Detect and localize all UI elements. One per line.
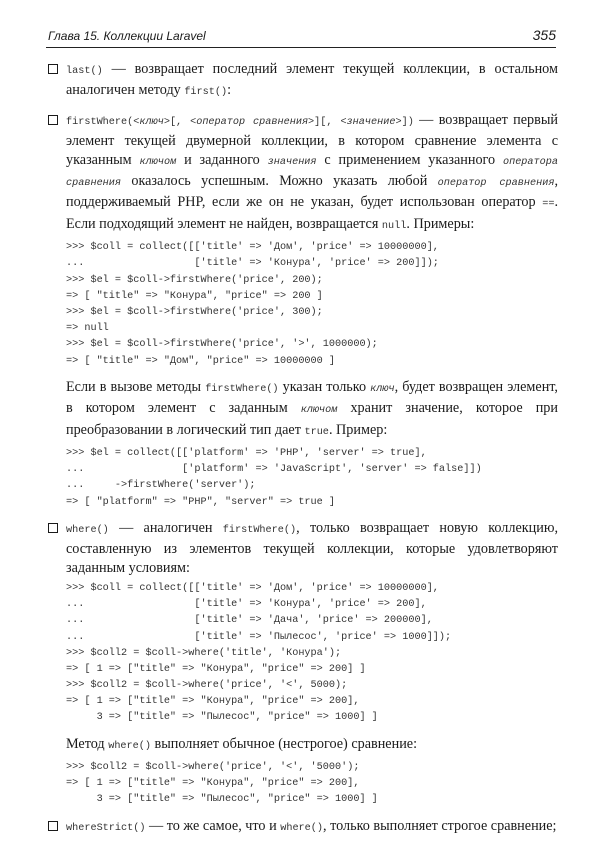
page-header [46,27,556,48]
code-param: <оператор сравнения> [190,116,315,128]
code-param: ключом [300,405,338,417]
code-line: => null [66,323,109,335]
code-inline: firstWhere() [205,383,279,395]
code-inline: whereStrict() [66,822,146,834]
text: . Если подходящий элемент не найден, возвращается [66,194,558,232]
text: . Примеры: [406,215,475,232]
code-line: ... ['title' => 'Пылесос', 'price' => 1000]]); [66,631,452,643]
code-param: <значение> [340,116,402,128]
text: с применением указанного [316,151,503,168]
code-line: => [ 1 => ["title" => "Конура", "price" => 200] ] [66,663,366,675]
code-line: => [ "title" => "Конура", "price" => 200 ] [66,290,323,302]
text: — аналогичен [108,519,223,536]
code-line: >>> $el = $coll->firstWhere('price', 300); [66,307,323,318]
text: — то же самое, что и [145,817,281,834]
text: , поддерживаемый PHP, если же он не указан, будет использован оператор [66,173,559,211]
page-content [46,60,558,846]
list-item-last [46,60,558,103]
paragraph [66,519,558,577]
text: оказалось успешным. Можно указать любой [121,173,438,190]
code-inline: ]) [401,116,414,128]
code-param: значения [267,156,317,168]
code-line: >>> $coll2 = $coll->where('price', '<', '5000'); [66,762,360,774]
text: . Пример: [328,421,388,438]
text: — возвращает первый элемент текущей двумерной коллекции, в котором сравнение элемента с указанным [66,111,558,168]
code-inline: true [304,426,329,438]
code-line: ... ['title' => 'Дача', 'price' => 200000], [66,615,433,627]
code-param: оператора сравнения [66,156,558,190]
text: хранит значение, которое при преобразовании в логический тип дает [66,400,558,438]
code-inline: null [381,220,407,232]
code-inline: [, [169,116,191,128]
code-inline: last() [66,66,103,77]
code-line: => [ "title" => "Дом", "price" => 10000000 ] [66,355,335,367]
text: выполняет обычное (нестрогое) сравнение: [151,735,418,752]
code-line: ... ['platform' => 'JavaScript', 'server' => false]]) [66,464,482,476]
checkbox-bullet-icon [48,523,58,533]
code-block [66,240,558,370]
code-block [66,581,558,727]
code-inline: where() [66,524,109,536]
text: Если в вызове методы [66,378,206,395]
code-block [66,446,558,511]
code-line: >>> $coll = collect([['title' => 'Дом', 'price' => 10000000], [66,242,439,254]
code-param: ключом [139,156,177,168]
code-inline: where() [108,740,151,752]
code-line: => [ 1 => ["title" => "Конура", "price" => 200], [66,696,360,708]
code-inline: firstWhere() [222,524,297,536]
code-inline: firstWhere( [66,116,134,128]
code-block [66,760,558,809]
code-line: >>> $el = $coll->firstWhere('price', '>', 1000000); [66,339,378,351]
code-inline: ][, [314,116,341,128]
code-line: ... ['title' => 'Конура', 'price' => 200], [66,599,427,611]
code-line: => [ "platform" => "PHP", "server" => true ] [66,496,335,508]
code-param: оператор сравнения [437,178,555,190]
paragraph [66,735,558,756]
code-line: 3 => ["title" => "Пылесос", "price" => 1000] ] [66,712,378,724]
checkbox-bullet-icon [48,115,58,125]
code-line: 3 => ["title" => "Пылесос", "price" => 1000] ] [66,794,378,806]
code-line: => [ 1 => ["title" => "Конура", "price" => 200], [66,778,360,790]
code-line: >>> $coll2 = $coll->where('price', '<', 5000); [66,680,348,692]
paragraph [66,111,558,236]
text: Метод [66,735,109,752]
paragraph [66,378,558,442]
chapter-title: Глава 15. Коллекции Laravel [48,29,206,43]
code-line: >>> $el = collect([['platform' => 'PHP', 'server' => true], [66,447,427,459]
list-item-where [46,519,558,809]
checkbox-bullet-icon [48,64,58,74]
list-item-wherestrict [46,817,558,838]
checkbox-bullet-icon [48,821,58,831]
text: , только выполняет строгое сравнение; [323,817,557,834]
code-param: ключ [370,383,395,395]
text: указан только [278,378,371,395]
code-line: >>> $coll2 = $coll->where('title', 'Конура'); [66,647,342,659]
code-line: ... ->firstWhere('server'); [66,480,256,492]
text: и заданного [176,151,268,168]
code-inline: where() [280,822,324,834]
code-inline: == [542,199,555,211]
code-inline: first() [184,87,228,99]
page-number: 355 [532,27,556,43]
text: — возвращает последний элемент текущей коллекции, в остальном аналогичен методу [66,61,558,99]
code-line: ... ['title' => 'Конура', 'price' => 200]]); [66,258,439,270]
text: , будет возвращен элемент, в котором элемент с заданным [66,378,558,417]
code-line: >>> $el = $coll->firstWhere('price', 200); [66,274,323,286]
code-line: >>> $coll = collect([['title' => 'Дом', 'price' => 10000000], [66,582,439,594]
text: , только возвращает новую коллекцию, составленную из элементов текущей коллекции, которые удовлетворяют заданным условиям: [66,519,558,576]
list-item-firstwhere [46,111,558,511]
text: : [227,82,232,99]
code-param: <ключ> [133,116,170,128]
